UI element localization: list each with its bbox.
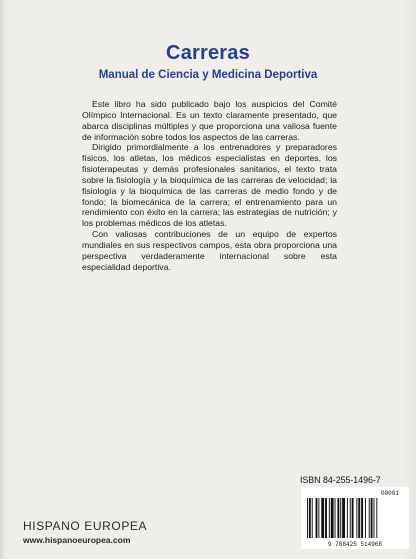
barcode-bar: [352, 498, 354, 538]
barcode-bar: [369, 498, 370, 538]
publisher-name: HISPANO EUROPEA: [23, 519, 148, 533]
barcode-bar: [331, 498, 334, 538]
barcode-bar: [307, 498, 308, 538]
barcode-addon-digits: 00001: [380, 490, 399, 497]
barcode-bar: [321, 498, 324, 538]
barcode-digits: 9 788425 514968: [327, 541, 383, 548]
barcode-bar: [342, 498, 345, 538]
book-subtitle: Manual de Ciencia y Medicina Deportiva: [98, 69, 318, 81]
barcode-bar: [316, 498, 318, 538]
blurb-text: [82, 99, 337, 273]
barcode-bar: [347, 498, 348, 538]
barcode-bar: [361, 498, 363, 538]
barcode-bar: [312, 498, 313, 538]
barcode-bar: [318, 498, 319, 538]
barcode-bar: [371, 498, 373, 538]
publisher-website: www.hispanoeuropea.com: [23, 535, 131, 545]
barcode-bar: [374, 498, 375, 538]
book-title: Carreras: [166, 42, 250, 64]
barcode-bar: [356, 498, 357, 538]
barcode-bar: [325, 498, 327, 538]
barcode-bar: [358, 498, 360, 538]
barcode-bar: [340, 498, 341, 538]
barcode-bar: [337, 498, 339, 538]
barcode-bar: [329, 498, 330, 538]
barcode-bar: [335, 498, 336, 538]
blurb-paragraph-2: Dirigido primordialmente a los entrenadores y preparadores físicos, los atletas, los médicos especialistas en deportes, los fisioterapeutas y demás profesionales sanitarios, el texto trata sobre la fisiología y la bioquímica de las carreras de velocidad; la fisiología y la bioquímica de las carreras de medio fondo y de fondo; la biomecánica de la carrera; el entrenamiento para un rendimiento con éxito en la carrera; las estrategias de nutrición; y los problemas médicos de los atletas.: [82, 142, 337, 229]
barcode-bar: [365, 498, 366, 538]
barcode: [301, 487, 409, 549]
isbn-label: ISBN 84-255-1496-7: [300, 475, 381, 485]
blurb-paragraph-1: Este libro ha sido publicado bajo los auspicios del Comité Olímpico Internacional. Es un texto claramente presentado, que abarca disciplinas múltiples y que proporciona una valiosa fuente de información sobre todos los aspectos de las carreras.: [82, 99, 337, 142]
barcode-bar: [309, 498, 311, 538]
barcode-bar: [350, 498, 351, 538]
barcode-bar: [376, 498, 377, 538]
blurb-paragraph-3: Con valiosas contribuciones de un equipo de expertos mundiales en sus respectivos campos, esta obra proporciona una perspectiva verdaderamente internacional sobre esta especialidad deportiva.: [82, 229, 337, 272]
